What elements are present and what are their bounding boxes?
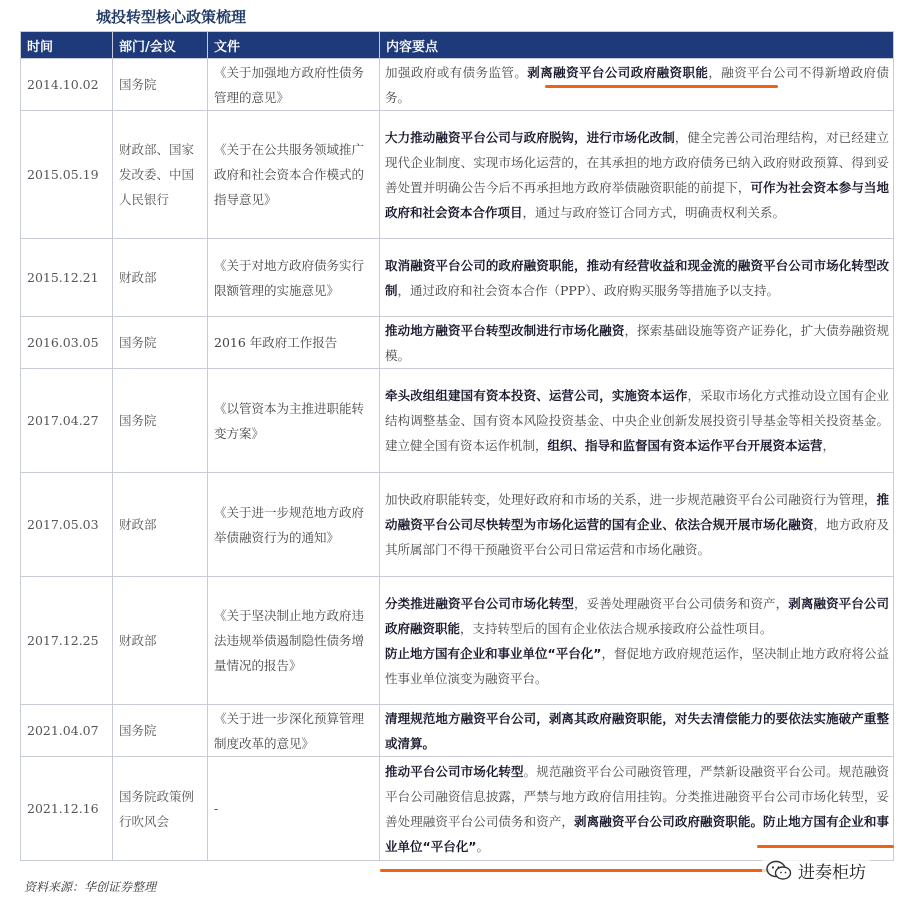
content-highlight: 推动地方融资平台转型改制进行市场化融资 [385,322,625,338]
row-document: 《关于在公共服务领域推广政府和社会资本合作模式的指导意见》 [208,111,380,239]
header-dept: 部门/会议 [113,32,208,59]
row-date: 2015.12.21 [21,239,113,317]
content-highlight: 牵头改组组建国有资本投资、运营公司，实施资本运作 [385,388,688,403]
content-text: ，支持转型后的国有企业依法合规承接政府公益性项目。 [460,620,773,636]
content-text: 。 [476,838,489,854]
row-content [380,111,894,239]
header-content: 内容要点 [380,32,894,59]
table-title: 城投转型核心政策梳理 [96,8,247,26]
content-text: ，通过政府和社会资本合作（PPP）、政府购买服务等措施予以支持。 [397,282,779,298]
highlight-underline [757,845,894,848]
content-text: ，妥善处理融资平台公司债务和资产， [574,595,789,611]
content-text: 加强政府或有债务监管。 [385,64,528,80]
table-row [21,705,894,757]
content-text: 加快政府职能转变，处理好政府和市场的关系，进一步规范融资平台公司融资行为管理， [385,492,877,507]
content-highlight: 防止地方国有企业和事业单位“平台化” [385,645,602,661]
content-highlight: 推动融资平台公司尽快转型为市场化运营的国有企业、依法合规开展市场化融资 [385,492,889,532]
row-date: 2017.12.25 [21,577,113,705]
row-document: 2016 年政府工作报告 [208,317,380,369]
row-department: 财政部 [113,473,208,577]
row-content [380,369,894,473]
source-note: 资料来源：华创证券整理 [24,880,157,894]
content-text: ，地方政府及其所属部门不得干预融资平台公司日常运营和市场化融资。 [385,517,889,557]
content-highlight: 可作为社会资本参与当地政府和社会资本合作项目 [385,179,889,220]
content-highlight: 剥离融资平台公司政府融资职能 [527,64,709,80]
row-date: 2021.12.16 [21,757,113,861]
row-department: 国务院 [113,59,208,111]
content-text: ，采取市场化方式推动设立国有企业结构调整基金、国有资本风险投资基金、中央企业创新发展投资引导基金等相关投资基金。建立健全国有资本运作机制， [385,388,889,453]
row-content [380,577,894,705]
watermark-text: 进奏柜坊 [798,863,866,883]
table-row [21,239,894,317]
content-highlight: 组织、指导和监督国有资本运作平台开展资本运营 [547,438,823,453]
content-highlight: 取消融资平台公司的政府融资职能，推动有经营收益和现金流的融资平台公司市场化转型改制 [385,257,889,298]
highlight-underline [380,869,770,872]
row-document: - [208,757,380,861]
content-highlight: 大力推动融资平台公司与政府脱钩，进行市场化改制 [385,129,675,145]
row-date: 2015.05.19 [21,111,113,239]
content-text: 。规范融资平台公司融资管理，严禁新设融资平台公司。规范融资平台公司融资信息披露，严禁与地方政府信用挂钩。分类推进融资平台公司市场化转型，妥善处理融资平台公司债务和资产， [385,763,889,829]
highlight-underline [545,85,778,88]
row-date: 2021.04.07 [21,705,113,757]
content-text: ，督促地方政府规范运作，坚决制止地方政府将公益性事业单位演变为融资平台。 [385,645,889,686]
content-highlight: 推动平台公司市场化转型 [385,763,524,779]
row-department: 财政部 [113,577,208,705]
row-department: 财政部 [113,239,208,317]
row-date: 2017.04.27 [21,369,113,473]
policy-table [20,31,894,861]
row-document: 《以管资本为主推进职能转变方案》 [208,369,380,473]
row-department: 国务院政策例行吹风会 [113,757,208,861]
content-text: ，融资平台公司不得新增政府债务。 [385,64,889,105]
row-department: 财政部、国家发改委、中国人民银行 [113,111,208,239]
row-content [380,317,894,369]
content-text: ，通过与政府签订合同方式，明确责权利关系。 [522,204,786,220]
row-content [380,473,894,577]
row-department: 国务院 [113,369,208,473]
row-content [380,705,894,757]
table-row [21,473,894,577]
content-text: ，健全完善公司治理结构，对已经建立现代企业制度、实现市场化运营的，在其承担的地方政府债务已纳入政府财政预算、得到妥善处置并明确公告今后不再承担地方政府举债融资职能的前提下， [385,129,889,195]
header-row [21,32,894,59]
row-date: 2014.10.02 [21,59,113,111]
row-content [380,239,894,317]
content-text: ，探索基础设施等资产证券化，扩大债券融资规模。 [385,322,889,363]
content-highlight: 分类推进融资平台公司市场化转型 [385,595,575,611]
row-department: 国务院 [113,317,208,369]
content-text: ， [822,438,836,453]
row-document: 《关于坚决制止地方政府违法违规举债遏制隐性债务增量情况的报告》 [208,577,380,705]
row-date: 2017.05.03 [21,473,113,577]
content-highlight: 清理规范地方融资平台公司，剥离其政府融资职能，对失去清偿能力的要依法实施破产重整或清算。 [385,710,889,751]
header-file: 文件 [208,32,380,59]
row-document: 《关于进一步深化预算管理制度改革的意见》 [208,705,380,757]
row-department: 国务院 [113,705,208,757]
row-document: 《关于加强地方政府性债务管理的意见》 [208,59,380,111]
row-document: 《关于对地方政府债务实行限额管理的实施意见》 [208,239,380,317]
table-row [21,317,894,369]
table-row [21,111,894,239]
table-row [21,369,894,473]
table-row [21,577,894,705]
content-highlight: 剥离融资平台公司政府融资职能 [385,595,889,636]
row-date: 2016.03.05 [21,317,113,369]
wechat-icon [766,860,792,882]
content-highlight: 剥离融资平台公司政府融资职能。防止地方国有企业和事业单位“平台化” [385,813,889,854]
header-date: 时间 [21,32,113,59]
watermark [762,856,870,885]
row-document: 《关于进一步规范地方政府举债融资行为的通知》 [208,473,380,577]
